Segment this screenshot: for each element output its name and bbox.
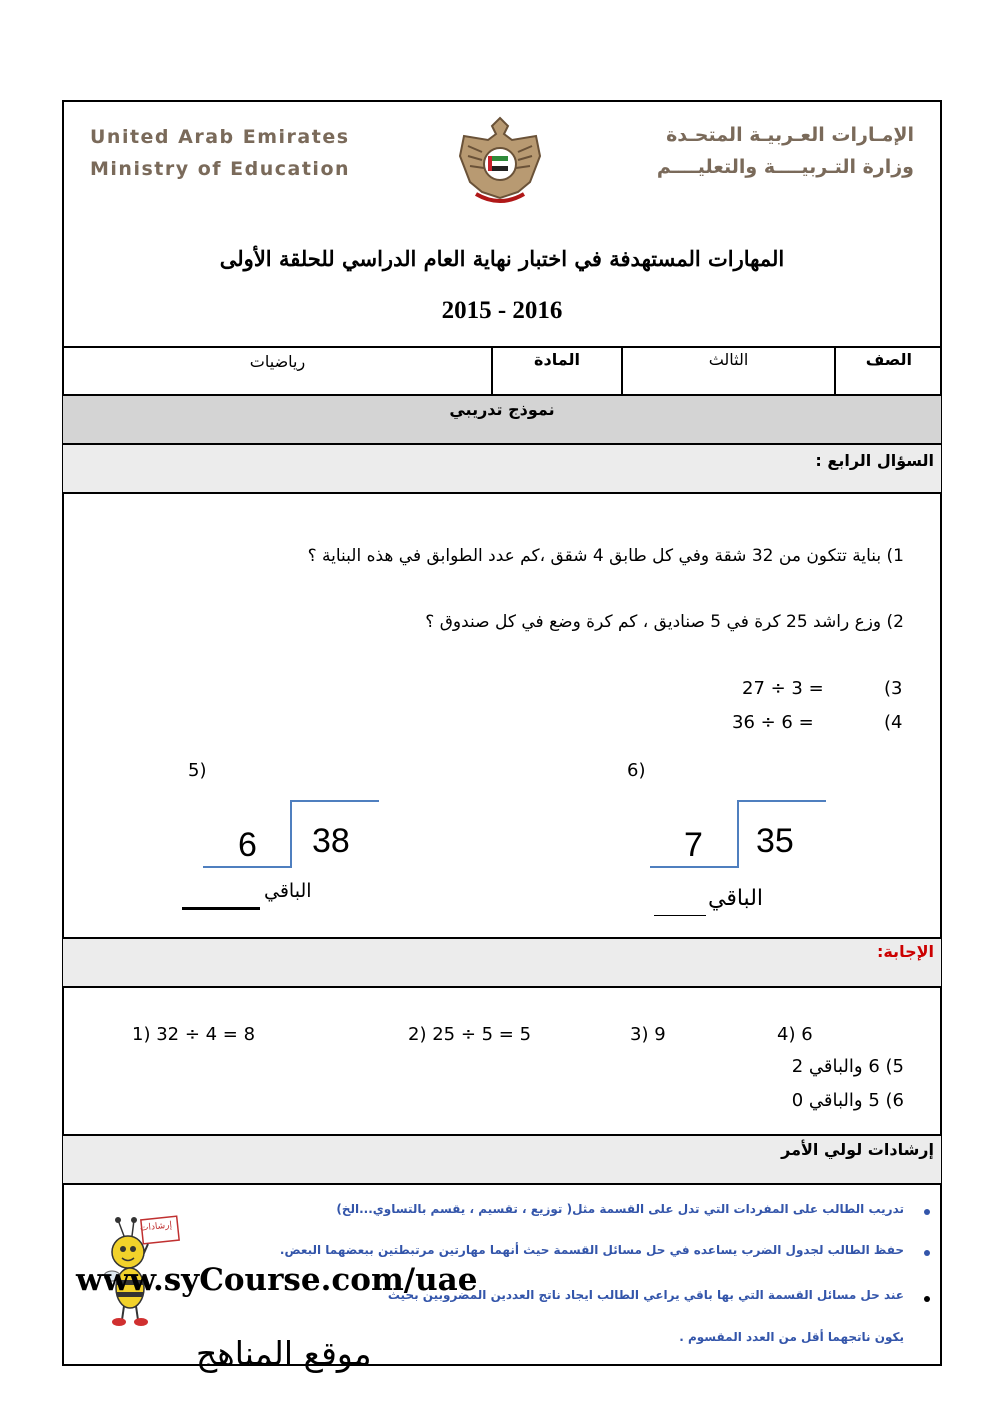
- answer-3: 3) 9: [630, 1024, 666, 1045]
- guidance-item-4: يكون ناتجهما أقل من العدد المقسوم .: [679, 1330, 904, 1344]
- question-4-number: (4: [884, 712, 903, 733]
- answer-heading: الإجابة:: [876, 942, 934, 961]
- header-ar-line2: وزارة التـربيــــة والتعليــــم: [656, 156, 914, 178]
- division-5-remainder-label: الباقي: [264, 880, 312, 902]
- division-5-label: 5): [188, 760, 207, 781]
- division-6-answer-line: [654, 915, 706, 916]
- question-4-expression: 36 ÷ 6 =: [732, 712, 814, 733]
- subject-label: المادة: [534, 350, 580, 369]
- header-en-line2: Ministry of Education: [90, 158, 351, 180]
- question-3-expression: 27 ÷ 3 =: [742, 678, 824, 699]
- bee-sign-text: إرشادات: [139, 1220, 173, 1234]
- answer-6: 6) 5 والباقي 0: [791, 1090, 904, 1111]
- guidance-item-1: تدريب الطالب على المفردات التي تدل على القسمة مثل( توزيع ، تقسيم ، يقسم بالتساوي...الخ): [336, 1202, 904, 1216]
- answer-2: 2) 25 ÷ 5 = 5: [408, 1024, 532, 1045]
- year-range: 2015 - 2016: [441, 297, 563, 324]
- bullet-icon: [924, 1250, 930, 1256]
- division-6-remainder-label: الباقي: [708, 886, 764, 911]
- division-5-divisor: 6: [238, 826, 257, 864]
- division-5-answer-line: [182, 907, 260, 910]
- answer-1: 1) 32 ÷ 4 = 8: [132, 1024, 256, 1045]
- watermark-site-name: موقع المناهج: [196, 1334, 372, 1373]
- question-heading: السؤال الرابع :: [815, 451, 934, 470]
- bullet-icon: [924, 1209, 930, 1215]
- division-5-dividend: 38: [312, 822, 350, 860]
- header-en-line1: United Arab Emirates: [90, 126, 350, 148]
- bullet-icon: [924, 1296, 930, 1302]
- question-1: 1) بناية تتكون من 32 شقة وفي كل طابق 4 شقق ،كم عدد الطوابق في هذه البناية ؟: [307, 546, 904, 566]
- model-label: نموذج تدريبي: [449, 400, 555, 419]
- division-6-label: 6): [627, 760, 646, 781]
- guidance-item-3: عند حل مسائل القسمة التي بها باقي يراعي الطالب ايجاد ناتج العددين المضروبين بحيث: [387, 1288, 904, 1302]
- grade-value: الثالث: [708, 350, 749, 369]
- watermark-url: www.syCourse.com/uae: [76, 1262, 478, 1298]
- subject-value: رياضيات: [249, 352, 306, 371]
- question-3-number: (3: [884, 678, 903, 699]
- guidance-heading: إرشادات لولي الأمر: [781, 1140, 934, 1159]
- uae-emblem-icon: [452, 112, 548, 208]
- question-2: 2) وزع راشد 25 كرة في 5 صناديق ، كم كرة وضع في كل صندوق ؟: [425, 612, 904, 632]
- answer-5: 5) 6 والباقي 2: [791, 1056, 904, 1077]
- grade-label: الصف: [865, 350, 912, 369]
- division-6-dividend: 35: [756, 822, 794, 860]
- header-ar-line1: الإمـارات العـربيـة المتحـدة: [666, 124, 914, 146]
- page-title: المهارات المستهدفة في اختبار نهاية العام الدراسي للحلقة الأولى: [219, 246, 785, 271]
- answer-4: 4) 6: [777, 1024, 813, 1045]
- division-6-divisor: 7: [684, 826, 703, 864]
- guidance-item-2: حفظ الطالب لجدول الضرب يساعده في حل مسائل القسمة حيث أنهما مهارتين مرتبطتين ببعضهما البعض.: [279, 1243, 904, 1257]
